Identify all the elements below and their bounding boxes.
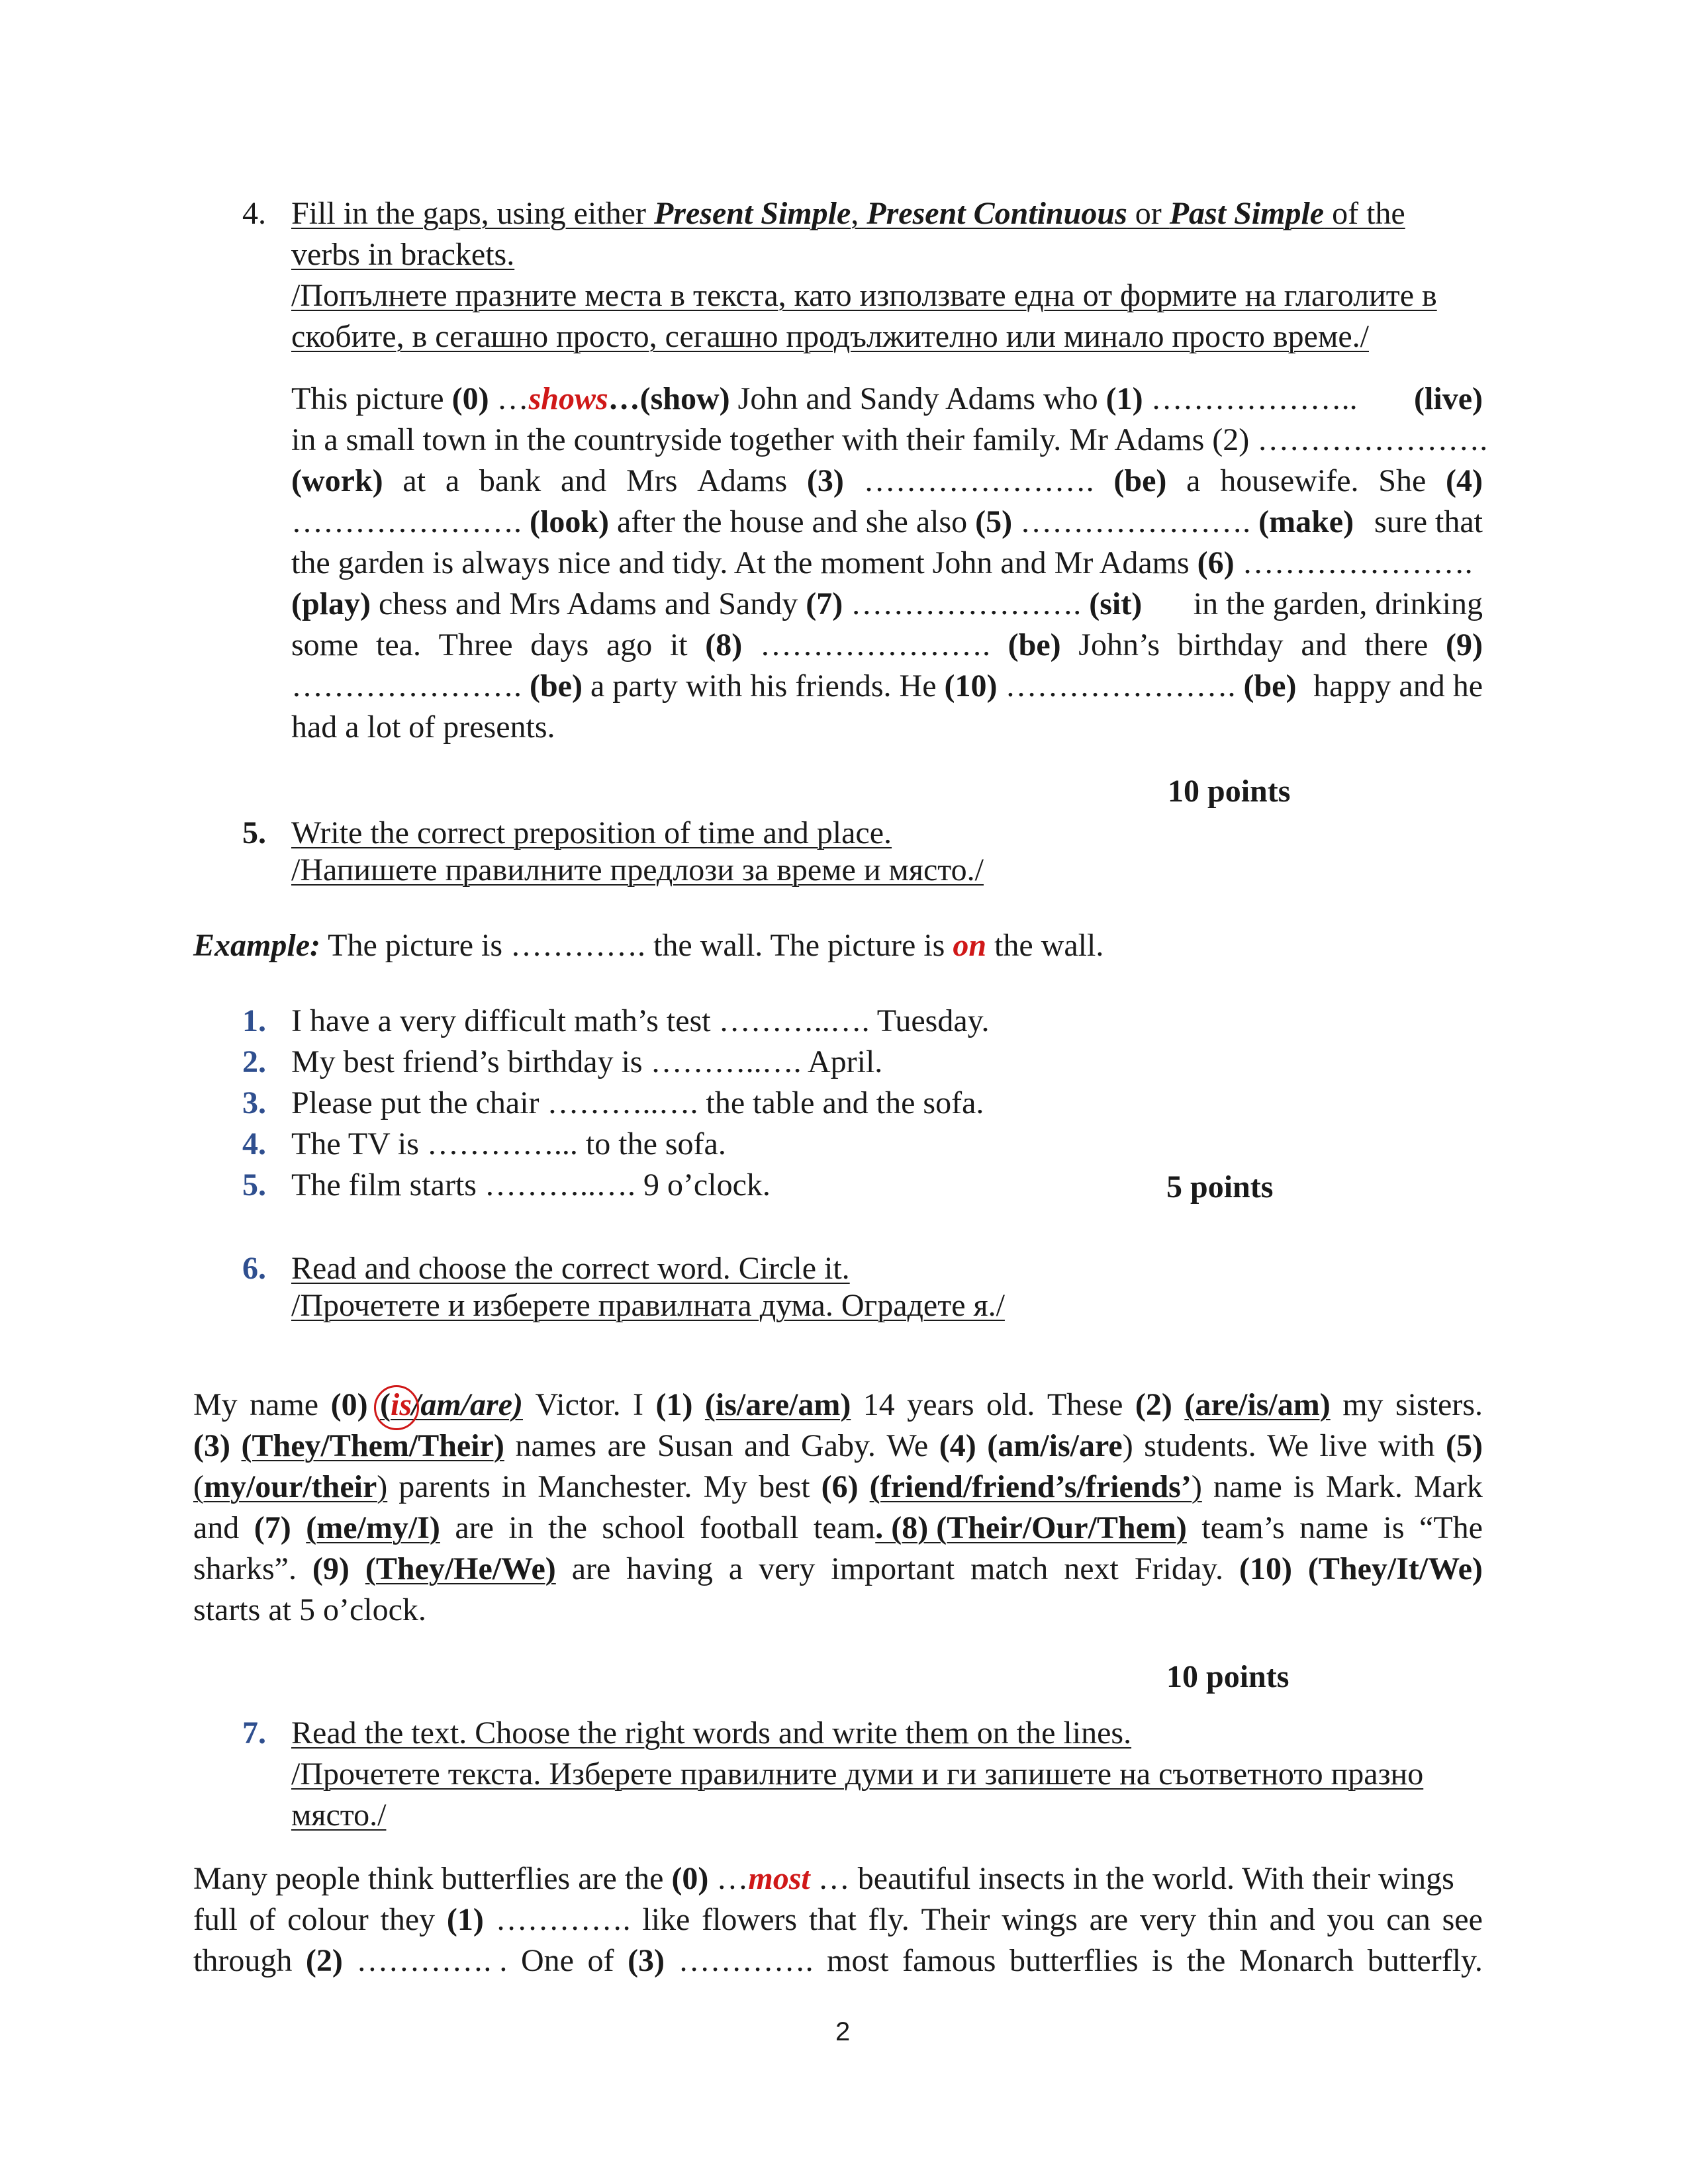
q6-text-line6: starts at 5 o’clock.	[193, 1592, 426, 1627]
q4-text-line1: This picture (0) …shows…(show) John and Sandy Adams who (1) ……………….. (live)	[291, 381, 1483, 416]
q4-bg-instruction-line2: скобите, в сегашно просто, сегашно продължително или минало просто време./	[291, 319, 1369, 354]
page-number: 2	[835, 2017, 851, 2046]
q4-text-line7: some tea. Three days ago it (8) …………………. (be) John’s birthday and there (9)	[291, 627, 1483, 662]
q6-bg-instruction: /Прочетете и изберете правилната дума. Оградете я./	[291, 1288, 1005, 1323]
q4-bg-instruction-line1: /Попълнете празните места в текста, като използвате една от формите на глаголите в	[291, 278, 1437, 313]
q4-text-line6: (play) chess and Mrs Adams and Sandy (7) …………………. (sit) in the garden, drinking	[291, 586, 1483, 621]
q6-text-line3: (my/our/their) parents in Manchester. My best (6) (friend/friend’s/friends’) name is Mark. Mark	[193, 1469, 1483, 1504]
q6-instruction: Read and choose the correct word. Circle it.	[291, 1251, 850, 1286]
q6-text-line1: My name (0) (is/am/are) Victor. I (1) (is/are/am) 14 years old. These (2) (are/is/am) my sisters.	[193, 1387, 1483, 1422]
q7-bg-instruction-line2: място./	[291, 1797, 387, 1833]
q6-points: 10 points	[1166, 1659, 1289, 1694]
q5-item-3-number: 3.	[242, 1085, 266, 1120]
q7-number: 7.	[242, 1715, 266, 1751]
answer-circle	[374, 1385, 419, 1430]
q5-number: 5.	[242, 815, 266, 850]
q7-text-line1: Many people think butterflies are the (0) …most … beautiful insects in the world. With their wings	[193, 1861, 1454, 1896]
q5-instruction: Write the correct preposition of time and place.	[291, 815, 892, 850]
q7-bg-instruction-line1: /Прочетете текста. Изберете правилните думи и ги запишете на съответното празно	[291, 1756, 1424, 1792]
q5-item-1: I have a very difficult math’s test ………..…. Tuesday.	[291, 1003, 990, 1038]
q4-number: 4.	[242, 196, 266, 231]
q5-bg-instruction: /Напишете правилните предлози за време и място./	[291, 852, 984, 887]
q5-item-4: The TV is …………... to the sofa.	[291, 1126, 726, 1161]
q4-text-line8: …………………. (be) a party with his friends. He (10) …………………. (be) happy and he	[291, 668, 1483, 704]
q4-text-line9: had a lot of presents.	[291, 709, 555, 745]
q4-text-line4: …………………. (look) after the house and she also (5) …………………. (make) sure that	[291, 504, 1483, 539]
q5-item-1-number: 1.	[242, 1003, 266, 1038]
q5-item-2: My best friend’s birthday is ………..…. April.	[291, 1044, 883, 1079]
q6-text-line2: (3) (They/Them/Their) names are Susan and Gaby. We (4) (am/is/are) students. We live with (5)	[193, 1428, 1483, 1463]
q5-item-4-number: 4.	[242, 1126, 266, 1161]
q6-number: 6.	[242, 1251, 266, 1286]
q6-text-line4: and (7) (me/my/I) are in the school football team. (8) (Their/Our/Them) team’s name is “The	[193, 1510, 1483, 1545]
q6-text-line5: sharks”. (9) (They/He/We) are having a very important match next Friday. (10) (They/It/We)	[193, 1551, 1483, 1586]
q5-item-5: The film starts ………..…. 9 o’clock.	[291, 1167, 771, 1203]
q5-points: 5 points	[1166, 1169, 1274, 1205]
q5-item-5-number: 5.	[242, 1167, 266, 1203]
q7-text-line2: full of colour they (1) …………. like flowers that fly. Their wings are very thin and you can see	[193, 1902, 1483, 1937]
q5-item-3: Please put the chair ………..…. the table and the sofa.	[291, 1085, 984, 1120]
q4-instruction-line2: verbs in brackets.	[291, 237, 515, 272]
q7-text-line3: through (2) …………. . One of (3) …………. most famous butterflies is the Monarch butterfly.	[193, 1943, 1483, 1978]
q4-points: 10 points	[1168, 774, 1291, 809]
q4-instruction-line1: Fill in the gaps, using either Present Simple, Present Continuous or Past Simple of the	[291, 196, 1405, 231]
q4-text-line2: in a small town in the countryside together with their family. Mr Adams (2) ………………….	[291, 422, 1488, 457]
q5-item-2-number: 2.	[242, 1044, 266, 1079]
q4-text-line3: (work) at a bank and Mrs Adams (3) …………………. (be) a housewife. She (4)	[291, 463, 1483, 498]
q4-text-line5: the garden is always nice and tidy. At the moment John and Mr Adams (6) ………………….	[291, 545, 1473, 580]
q7-instruction: Read the text. Choose the right words and write them on the lines.	[291, 1715, 1132, 1751]
q5-example: Example: The picture is …………. the wall. The picture is on the wall.	[193, 928, 1104, 963]
